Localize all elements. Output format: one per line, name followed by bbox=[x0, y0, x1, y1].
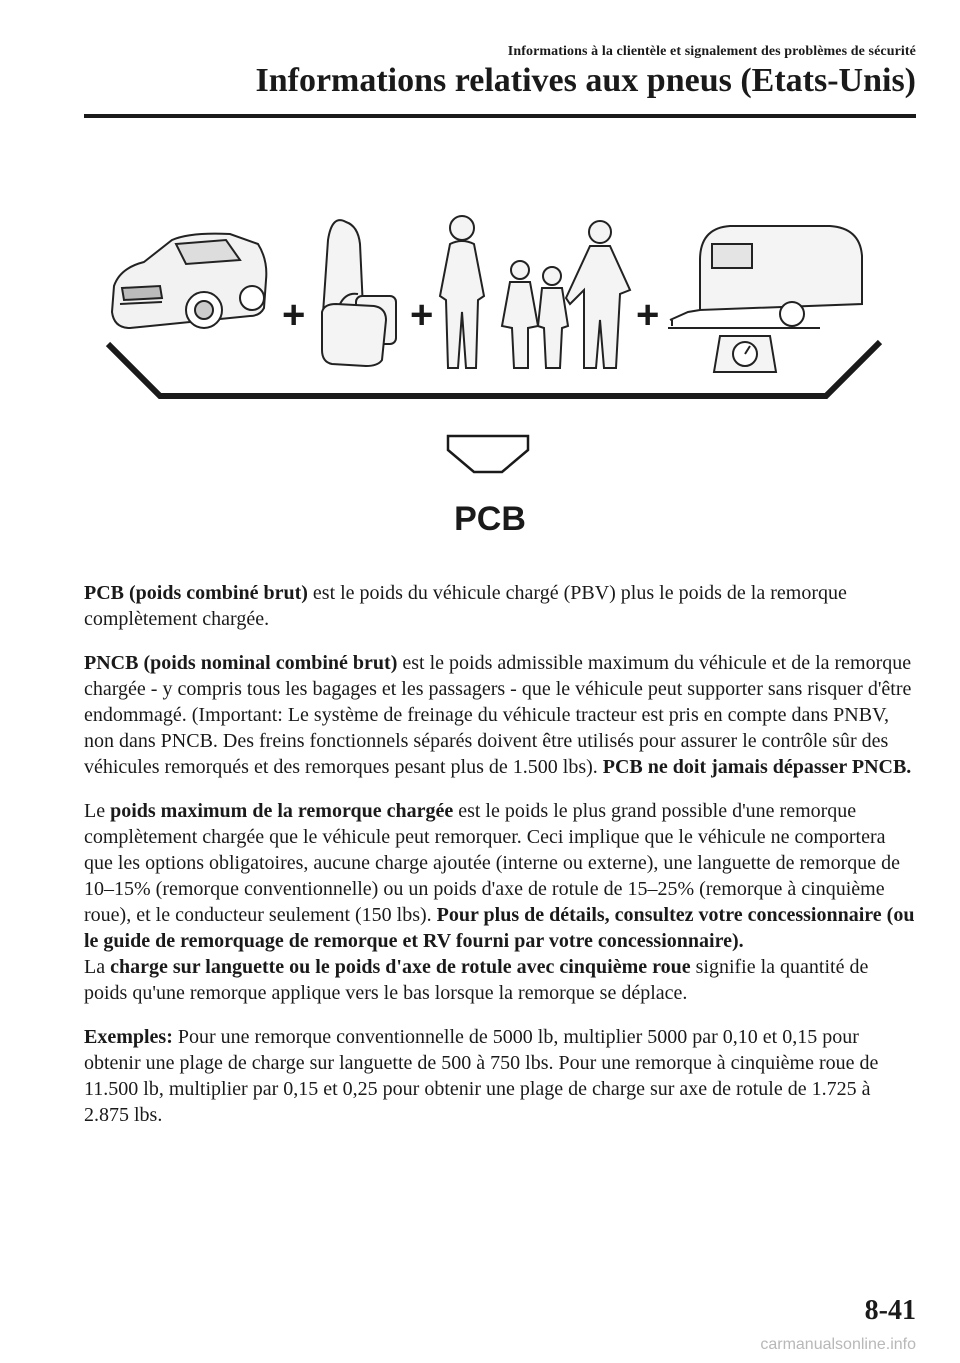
figure-label: PCB bbox=[454, 500, 526, 538]
scale-icon bbox=[668, 328, 820, 372]
body-text bbox=[84, 580, 916, 1146]
term-pncb: PNCB (poids nominal combiné brut) bbox=[84, 652, 398, 674]
paragraph-text: Pour une remorque conventionnelle de 5000 lb, multiplier 5000 par 0,10 et 0,15 pour obtenir une plage de charge sur languette de 500 à 750 lbs. Pour une remorque à cinquième roue de 11.500 lb, multiplier par 0,15 et 0,25 pour obtenir une plage de charge sur axe de rotule de 1.725 à 2.875 lbs. bbox=[84, 1026, 879, 1126]
paragraph-pcb bbox=[84, 580, 916, 632]
paragraph-examples bbox=[84, 1024, 916, 1128]
trailer-icon bbox=[670, 226, 862, 326]
paragraph-text: signifie la quantité de poids qu'une remorque applique vers le bas lorsque la remorque se déplace. bbox=[84, 956, 869, 1004]
plus-sign: + bbox=[282, 293, 306, 337]
car-icon bbox=[112, 234, 266, 328]
watermark: carmanualsonline.info bbox=[760, 1336, 916, 1353]
term-examples: Exemples: bbox=[84, 1026, 173, 1048]
term-pcb: PCB (poids combiné brut) bbox=[84, 582, 308, 604]
plus-sign: + bbox=[636, 293, 660, 337]
paragraph-max-trailer-weight bbox=[84, 798, 916, 954]
plus-sign: + bbox=[410, 293, 434, 337]
paragraph-text: est le poids du véhicule chargé (PBV) plus le poids de la remorque complètement chargée. bbox=[84, 582, 847, 630]
header-divider bbox=[84, 114, 916, 118]
luggage-icon bbox=[322, 220, 396, 366]
paragraph-prefix: Le bbox=[84, 800, 111, 822]
emphasis-pncb: PCB ne doit jamais dépasser PNCB. bbox=[602, 756, 912, 778]
gross-combination-weight-illustration bbox=[100, 200, 900, 550]
term-max-trailer-weight: poids maximum de la remorque chargée bbox=[110, 800, 454, 822]
paragraph-pncb bbox=[84, 650, 916, 780]
paragraph-text: est le poids le plus grand possible d'une remorque complètement chargée que le véhicule peut remorquer. Ceci implique que le véhicule ne comportera que les options obligatoires, aucune charge ajoutée (interne ou externe), une languette de remorque de 10–15% (remorque conventionnelle) ou un poids d'axe de rotule de 15–25% (remorque à cinquième roue), et le conducteur seulement (150 lbs). bbox=[84, 800, 900, 926]
arrow-down-icon bbox=[448, 436, 528, 472]
page-number: 8-41 bbox=[864, 1295, 916, 1326]
section-header: Informations à la clientèle et signalement des problèmes de sécurité bbox=[507, 44, 916, 59]
paragraph-prefix: La bbox=[84, 956, 111, 978]
emphasis-dealer: Pour plus de détails, consultez votre concessionnaire (ou le guide de remorquage de remorque et RV fourni par votre concessionnaire). bbox=[84, 904, 915, 952]
paragraph-text: est le poids admissible maximum du véhicule et de la remorque chargée - y compris tous les bagages et les passagers - que le véhicule peut supporter sans risquer d'être endommagé. (Important: Le système de freinage du véhicule tracteur est pris en compte dans PNBV, non dans PNCB. Des freins fonctionnels séparés doivent être utilisés pour assurer le contrôle sûr des véhicules remorqués et des remorques pesant plus de 1.500 lbs). bbox=[84, 652, 912, 778]
paragraph-tongue-load bbox=[84, 954, 916, 1006]
term-tongue-load: charge sur languette ou le poids d'axe de rotule avec cinquième roue bbox=[110, 956, 691, 978]
passengers-icon bbox=[440, 216, 630, 368]
page-title: Informations relatives aux pneus (Etats-Unis) bbox=[255, 62, 916, 99]
